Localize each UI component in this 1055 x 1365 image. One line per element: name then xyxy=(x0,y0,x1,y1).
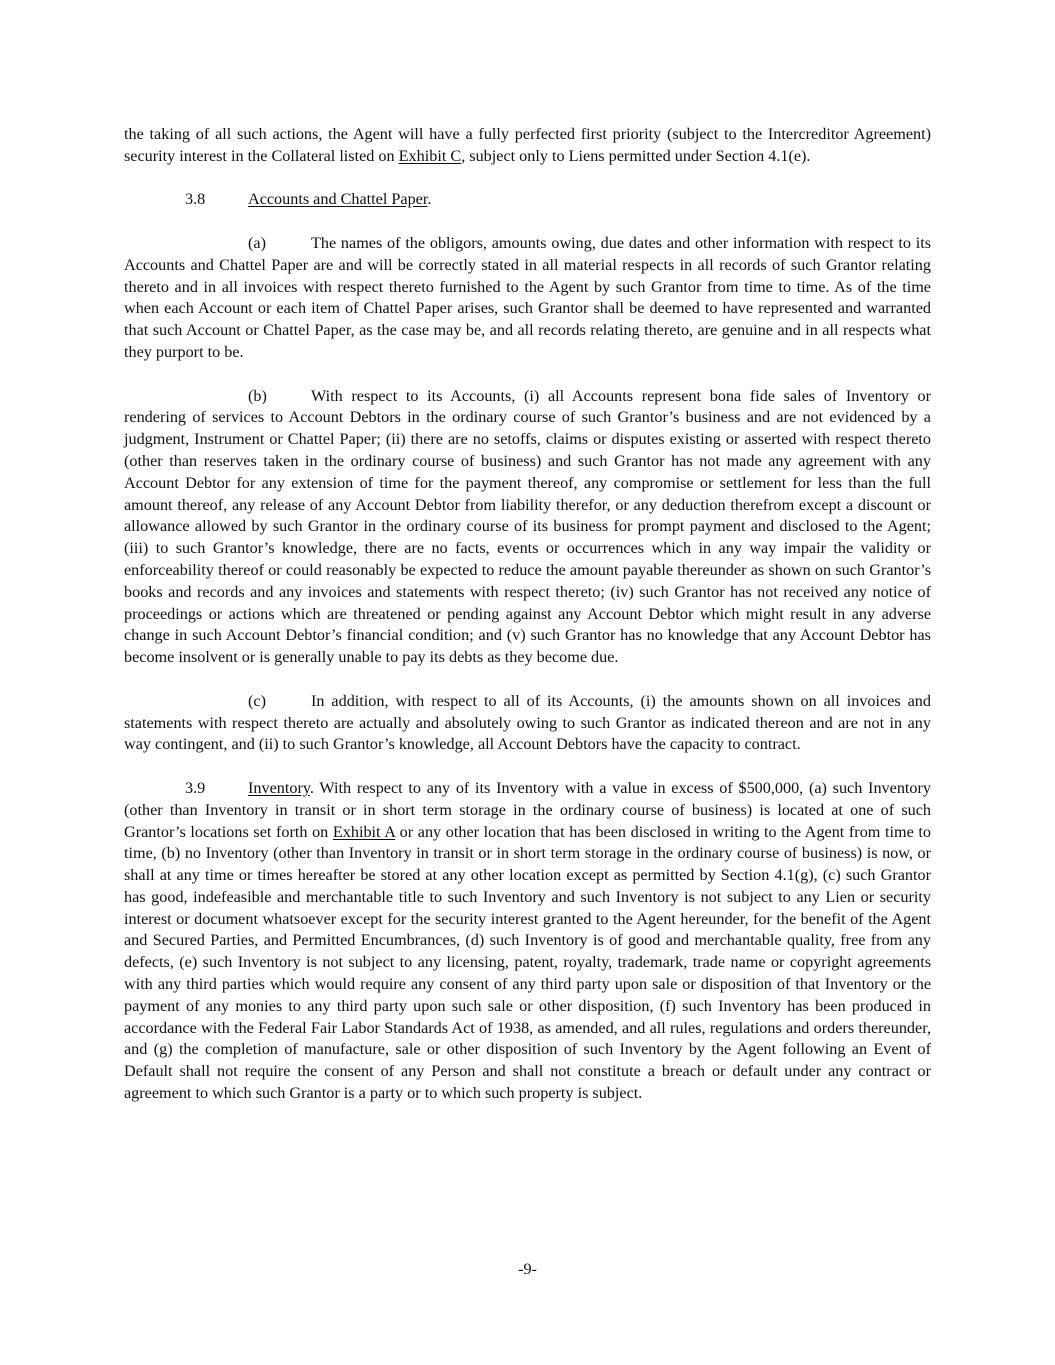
section-title: Inventory xyxy=(248,778,310,797)
subsection-label: (c) xyxy=(248,691,266,710)
section-number: 3.9 xyxy=(185,778,206,797)
document-body xyxy=(124,124,931,1105)
section-3-8-heading: 3.8 Accounts and Chattel Paper. xyxy=(124,189,931,211)
subsection-a: (a) The names of the obligors, amounts owing, due dates and other information with respect to its Accounts and Chattel Paper are and will be correctly stated in all material respects in all records of such Grantor relating thereto and in all invoices with respect thereto furnished to the Agent by such Grantor from time to time. As of the time when each Account or each item of Chattel Paper arises, such Grantor shall be deemed to have represented and warranted that such Account or Chattel Paper, as the case may be, and all records relating thereto, are genuine and in all respects what they purport to be. xyxy=(124,233,931,361)
page-number: -9- xyxy=(518,1260,537,1278)
section-3-9: 3.9 Inventory. With respect to any of its Inventory with a value in excess of $500,000, (a) such Inventory (other than Inventory in transit or in short term storage in the ordinary course of business) is located at one of such Grantor’s locations set forth on Exhibit A or any other location that has been disclosed in writing to the Agent from time to time, (b) no Inventory (other than Inventory in transit or in short term storage in the ordinary course of business) is now, or shall at any time or times hereafter be stored at any other location except as permitted by Section 4.1(g), (c) such Grantor has good, indefeasible and merchantable title to such Inventory and such Inventory is not subject to any Lien or security interest or document whatsoever except for the security interest granted to the Agent hereunder, for the benefit of the Agent and Secured Parties, and Permitted Encumbrances, (d) such Inventory is of good and merchantable quality, free from any defects, (e) such Inventory is not subject to any licensing, patent, royalty, trademark, trade name or copyright agreements with any third parties which would require any consent of any third party upon sale or disposition of that Inventory or the payment of any monies to any third party upon such sale or other disposition, (f) such Inventory has been produced in accordance with the Federal Fair Labor Standards Act of 1938, as amended, and all rules, regulations and orders thereunder, and (g) the completion of manufacture, sale or other disposition of such Inventory by the Agent following an Event of Default shall not require the consent of any Person and shall not constitute a breach or default under any contract or agreement to which such Grantor is a party or to which such property is subject. xyxy=(124,778,931,1103)
subsection-b: (b) With respect to its Accounts, (i) all Accounts represent bona fide sales of Inventory or rendering of services to Account Debtors in the ordinary course of such Grantor’s business and are not evidenced by a judgment, Instrument or Chattel Paper; (ii) there are no setoffs, claims or disputes existing or asserted with respect thereto (other than reserves taken in the ordinary course of business) and such Grantor has not made any agreement with any Account Debtor for any extension of time for the payment thereof, any compromise or settlement for less than the full amount thereof, any release of any Account Debtor from liability therefor, or any deduction therefrom except a discount or allowance allowed by such Grantor in the ordinary course of its business for prompt payment and disclosed to the Agent; (iii) to such Grantor’s knowledge, there are no facts, events or occurrences which in any way impair the validity or enforceability thereof or could reasonably be expected to reduce the amount payable thereunder as shown on such Grantor’s books and records and any invoices and statements with respect thereto; (iv) such Grantor has not received any notice of proceedings or actions which are threatened or pending against any Account Debtor which might result in any adverse change in such Account Debtor’s financial condition; and (v) such Grantor has no knowledge that any Account Debtor has become insolvent or is generally unable to pay its debts as they become due. xyxy=(124,386,931,667)
subsection-label: (b) xyxy=(248,386,267,405)
exhibit-c-link: Exhibit C xyxy=(398,146,462,165)
paragraph-continuation: the taking of all such actions, the Agent will have a fully perfected first priority (subject to the Intercreditor Agreement) security interest in the Collateral listed on Exhibit C, subject only to Liens permitted under Section 4.1(e). xyxy=(124,125,931,165)
section-number: 3.8 xyxy=(185,190,206,209)
subsection-c: (c) In addition, with respect to all of its Accounts, (i) the amounts shown on all invoices and statements with respect thereto are actually and absolutely owing to such Grantor as indicated thereon and are not in any way contingent, and (ii) to such Grantor’s knowledge, all Account Debtors have the capacity to contract. xyxy=(124,691,931,754)
subsection-label: (a) xyxy=(248,233,266,252)
exhibit-a-link: Exhibit A xyxy=(332,822,396,841)
section-title: Accounts and Chattel Paper xyxy=(248,190,428,209)
